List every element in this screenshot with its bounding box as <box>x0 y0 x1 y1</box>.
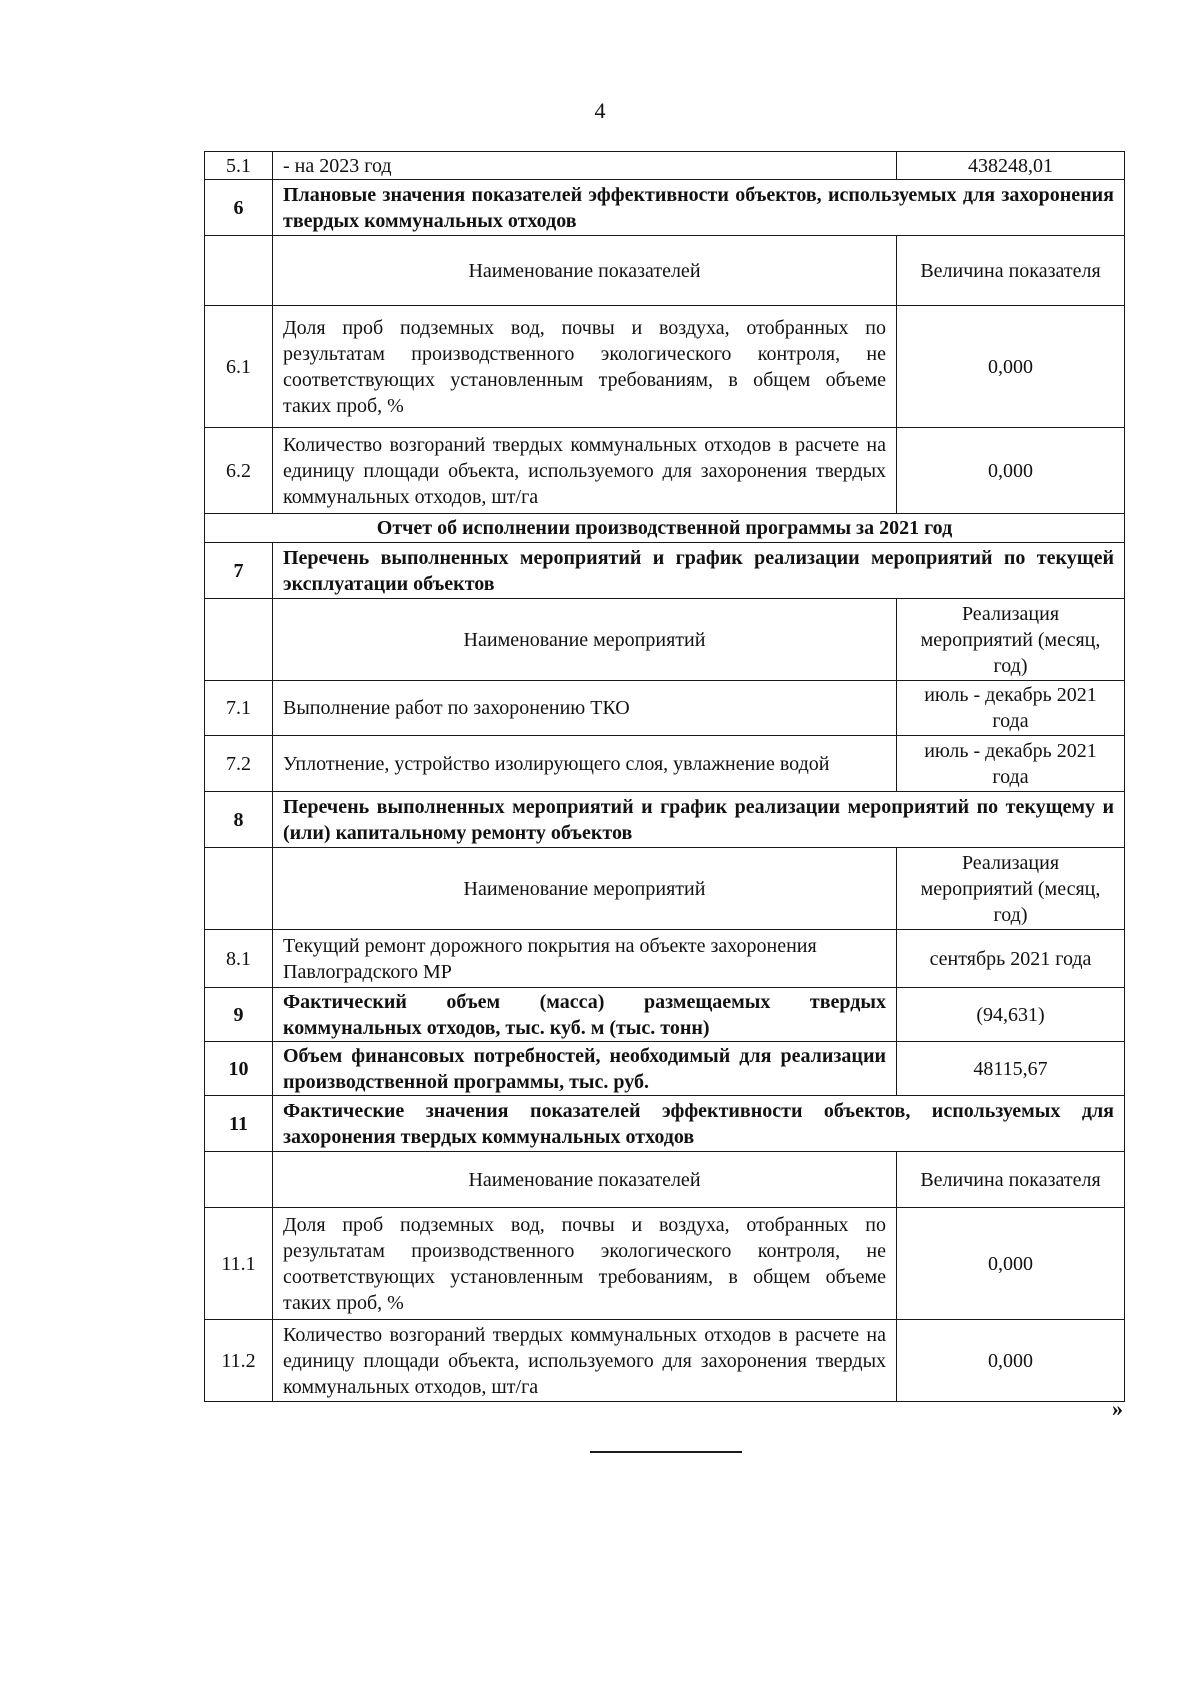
section-number: 10 <box>205 1042 273 1096</box>
section-row <box>205 543 1125 599</box>
column-header-row <box>205 1152 1125 1208</box>
column-header-name: Наименование показателей <box>273 236 897 306</box>
column-header-value: Величина показателя <box>897 236 1125 306</box>
section-title: Фактические значения показателей эффективности объектов, используемых для захоронения твердых коммунальных отходов <box>273 1096 1125 1152</box>
row-name: Уплотнение, устройство изолирующего слоя, увлажнение водой <box>273 736 897 792</box>
empty-cell <box>205 848 273 930</box>
section-row <box>205 988 1125 1042</box>
row-number: 7.1 <box>205 681 273 736</box>
row-name: - на 2023 год <box>273 152 897 180</box>
column-header-name: Наименование показателей <box>273 1152 897 1208</box>
section-number: 11 <box>205 1096 273 1152</box>
column-header-value: Реализация мероприятий (месяц, год) <box>897 599 1125 681</box>
section-number: 6 <box>205 180 273 236</box>
table-row <box>205 1208 1125 1320</box>
column-header-row <box>205 848 1125 930</box>
row-number: 11.1 <box>205 1208 273 1320</box>
table-row <box>205 152 1125 180</box>
row-value: 0,000 <box>897 306 1125 428</box>
table-row <box>205 1320 1125 1402</box>
table-row <box>205 306 1125 428</box>
column-header-row <box>205 599 1125 681</box>
empty-cell <box>205 236 273 306</box>
row-name: Выполнение работ по захоронению ТКО <box>273 681 897 736</box>
row-value: 48115,67 <box>897 1042 1125 1096</box>
section-title: Плановые значения показателей эффективности объектов, используемых для захоронения твердых коммунальных отходов <box>273 180 1125 236</box>
section-title: Перечень выполненных мероприятий и график реализации мероприятий по текущему и (или) капитальному ремонту объектов <box>273 792 1125 848</box>
empty-cell <box>205 1152 273 1208</box>
row-value: (94,631) <box>897 988 1125 1042</box>
section-number: 7 <box>205 543 273 599</box>
row-name: Доля проб подземных вод, почвы и воздуха, отобранных по результатам производственного экологического контроля, не соответствующих установленным требованиям, в общем объеме таких проб, % <box>273 306 897 428</box>
column-header-row <box>205 236 1125 306</box>
row-value: сентябрь 2021 года <box>897 930 1125 988</box>
page-number: 4 <box>594 98 606 123</box>
section-title: Объем финансовых потребностей, необходимый для реализации производственной программы, тыс. руб. <box>273 1042 897 1096</box>
row-number: 6.2 <box>205 428 273 514</box>
section-number: 9 <box>205 988 273 1042</box>
row-name: Количество возгораний твердых коммунальных отходов в расчете на единицу площади объекта, используемого для захоронения твердых коммунальных отходов, шт/га <box>273 428 897 514</box>
column-header-value: Величина показателя <box>897 1152 1125 1208</box>
row-value: 0,000 <box>897 1208 1125 1320</box>
table-row <box>205 930 1125 988</box>
row-name: Количество возгораний твердых коммунальных отходов в расчете на единицу площади объекта, используемого для захоронения твердых коммунальных отходов, шт/га <box>273 1320 897 1402</box>
row-value: 0,000 <box>897 1320 1125 1402</box>
table-row <box>205 736 1125 792</box>
table-row <box>205 428 1125 514</box>
row-value: 0,000 <box>897 428 1125 514</box>
closing-quote: » <box>1112 1396 1123 1421</box>
section-row <box>205 1042 1125 1096</box>
program-table <box>204 151 1125 1402</box>
end-rule <box>590 1451 742 1453</box>
row-name: Доля проб подземных вод, почвы и воздуха, отобранных по результатам производственного экологического контроля, не соответствующих установленным требованиям, в общем объеме таких проб, % <box>273 1208 897 1320</box>
section-title: Перечень выполненных мероприятий и график реализации мероприятий по текущей эксплуатации объектов <box>273 543 1125 599</box>
section-title: Фактический объем (масса) размещаемых твердых коммунальных отходов, тыс. куб. м (тыс. тонн) <box>273 988 897 1042</box>
empty-cell <box>205 599 273 681</box>
section-row <box>205 1096 1125 1152</box>
table-row <box>205 681 1125 736</box>
column-header-name: Наименование мероприятий <box>273 599 897 681</box>
report-heading-row <box>205 514 1125 543</box>
row-number: 6.1 <box>205 306 273 428</box>
section-row <box>205 792 1125 848</box>
row-number: 7.2 <box>205 736 273 792</box>
column-header-value: Реализация мероприятий (месяц, год) <box>897 848 1125 930</box>
row-number: 8.1 <box>205 930 273 988</box>
report-heading: Отчет об исполнении производственной программы за 2021 год <box>205 514 1125 543</box>
row-number: 5.1 <box>205 152 273 180</box>
row-value: 438248,01 <box>897 152 1125 180</box>
row-value: июль - декабрь 2021 года <box>897 681 1125 736</box>
row-name: Текущий ремонт дорожного покрытия на объекте захоронения Павлоградского МР <box>273 930 897 988</box>
column-header-name: Наименование мероприятий <box>273 848 897 930</box>
section-row <box>205 180 1125 236</box>
section-number: 8 <box>205 792 273 848</box>
row-value: июль - декабрь 2021 года <box>897 736 1125 792</box>
row-number: 11.2 <box>205 1320 273 1402</box>
